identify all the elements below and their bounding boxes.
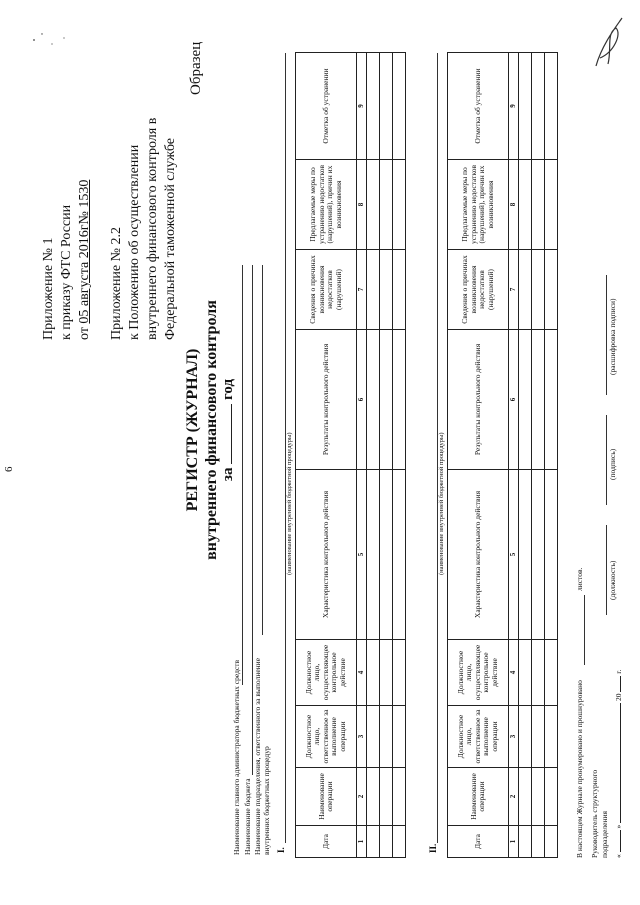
table-header-row [448, 53, 509, 858]
caption-position: (должность) [608, 560, 617, 600]
register-table-1 [295, 52, 406, 858]
header-operation: Наименование операции [448, 768, 509, 826]
journal-statement: В настоящем Журнале пронумеровано и прошнуровано [575, 680, 584, 858]
appendix-2-block: Приложение № 2.2 к Положению об осуществлении внутреннего финансового контроля в Федеральной таможенной службе [109, 117, 178, 340]
header-controller: Должностное лицо, осуществляющее контрольное действие [296, 640, 357, 706]
header-measures: Предлагаемые меры по устранению недостатков (нарушений), причин их возникновения [296, 160, 357, 250]
section-1-label: I. [276, 847, 286, 853]
header-characteristic: Характеристика контрольного действия [448, 470, 509, 640]
header-causes: Сведения о причинах возникновения недостатков (нарушений) [296, 250, 357, 330]
table-row [545, 53, 558, 858]
date-line: « » 20 г. [614, 669, 623, 858]
table-row [380, 53, 393, 858]
register-title-main: РЕГИСТР (ЖУРНАЛ) [184, 348, 201, 512]
register-title [183, 255, 221, 605]
caption-signature: (подпись) [608, 448, 617, 480]
header-results: Результаты контрольного действия [448, 330, 509, 470]
header-mark: Отметка об устранении [448, 53, 509, 160]
table-number-row: 1 2 3 4 5 6 7 8 9 [509, 53, 519, 858]
table-row [519, 53, 532, 858]
sample-label: Образец [188, 41, 204, 95]
head-label-1: Руководитель структурного [590, 769, 599, 858]
table-row [393, 53, 406, 858]
header-responsible: Должностное лицо, ответственное за выполнение операции [296, 706, 357, 768]
header-mark: Отметка об устранении [296, 53, 357, 160]
meta-division: Наименование подразделения, ответственного за выполнение [253, 657, 262, 855]
order-date: 05 августа 2016г [77, 224, 92, 324]
header-responsible: Должностное лицо, ответственное за выполнение операции [448, 706, 509, 768]
appendix-1-block [40, 180, 94, 340]
page-number: 6 [3, 466, 15, 472]
table-header-row [296, 53, 357, 858]
register-title-sub: внутреннего финансового контроля [203, 300, 220, 560]
register-period: за год [220, 378, 236, 482]
section-2-caption: (наименование внутренней бюджетной процедуры) [438, 432, 445, 575]
caption-decode: (расшифровка подписи) [608, 298, 617, 375]
table-row [532, 53, 545, 858]
appendix-1-title: Приложение № 1 [41, 237, 56, 340]
order-number: № 1530 [77, 179, 92, 225]
appendix-1-date-line: от 05 августа 2016г№ 1530 [77, 179, 92, 340]
header-causes: Сведения о причинах возникновения недостатков (нарушений) [448, 250, 509, 330]
header-date: Дата [296, 826, 357, 858]
section-2-label: II. [428, 843, 438, 853]
meta-division-2: внутренних бюджетных процедур [262, 746, 271, 855]
header-operation: Наименование операции [296, 768, 357, 826]
table-row [367, 53, 380, 858]
section-1-caption: (наименование внутренней бюджетной процедуры) [286, 432, 293, 575]
appendix-2-title: Приложение № 2.2 [109, 227, 124, 340]
header-characteristic: Характеристика контрольного действия [296, 470, 357, 640]
header-results: Результаты контрольного действия [296, 330, 357, 470]
head-label-2: подразделения [600, 811, 609, 858]
meta-admin: Наименование главного администратора бюджетных средств [232, 659, 241, 855]
header-controller: Должностное лицо, осуществляющее контрольное действие [448, 640, 509, 706]
sheets-label: листов. [575, 567, 584, 591]
header-date: Дата [448, 826, 509, 858]
meta-budget: Наименование бюджета [243, 778, 252, 855]
header-measures: Предлагаемые меры по устранению недостатков (нарушений), причин их возникновения [448, 160, 509, 250]
appendix-1-order: к приказу ФТС России [59, 204, 74, 340]
table-number-row: 1 2 3 4 5 6 7 8 9 [357, 53, 367, 858]
register-table-2 [447, 52, 558, 858]
